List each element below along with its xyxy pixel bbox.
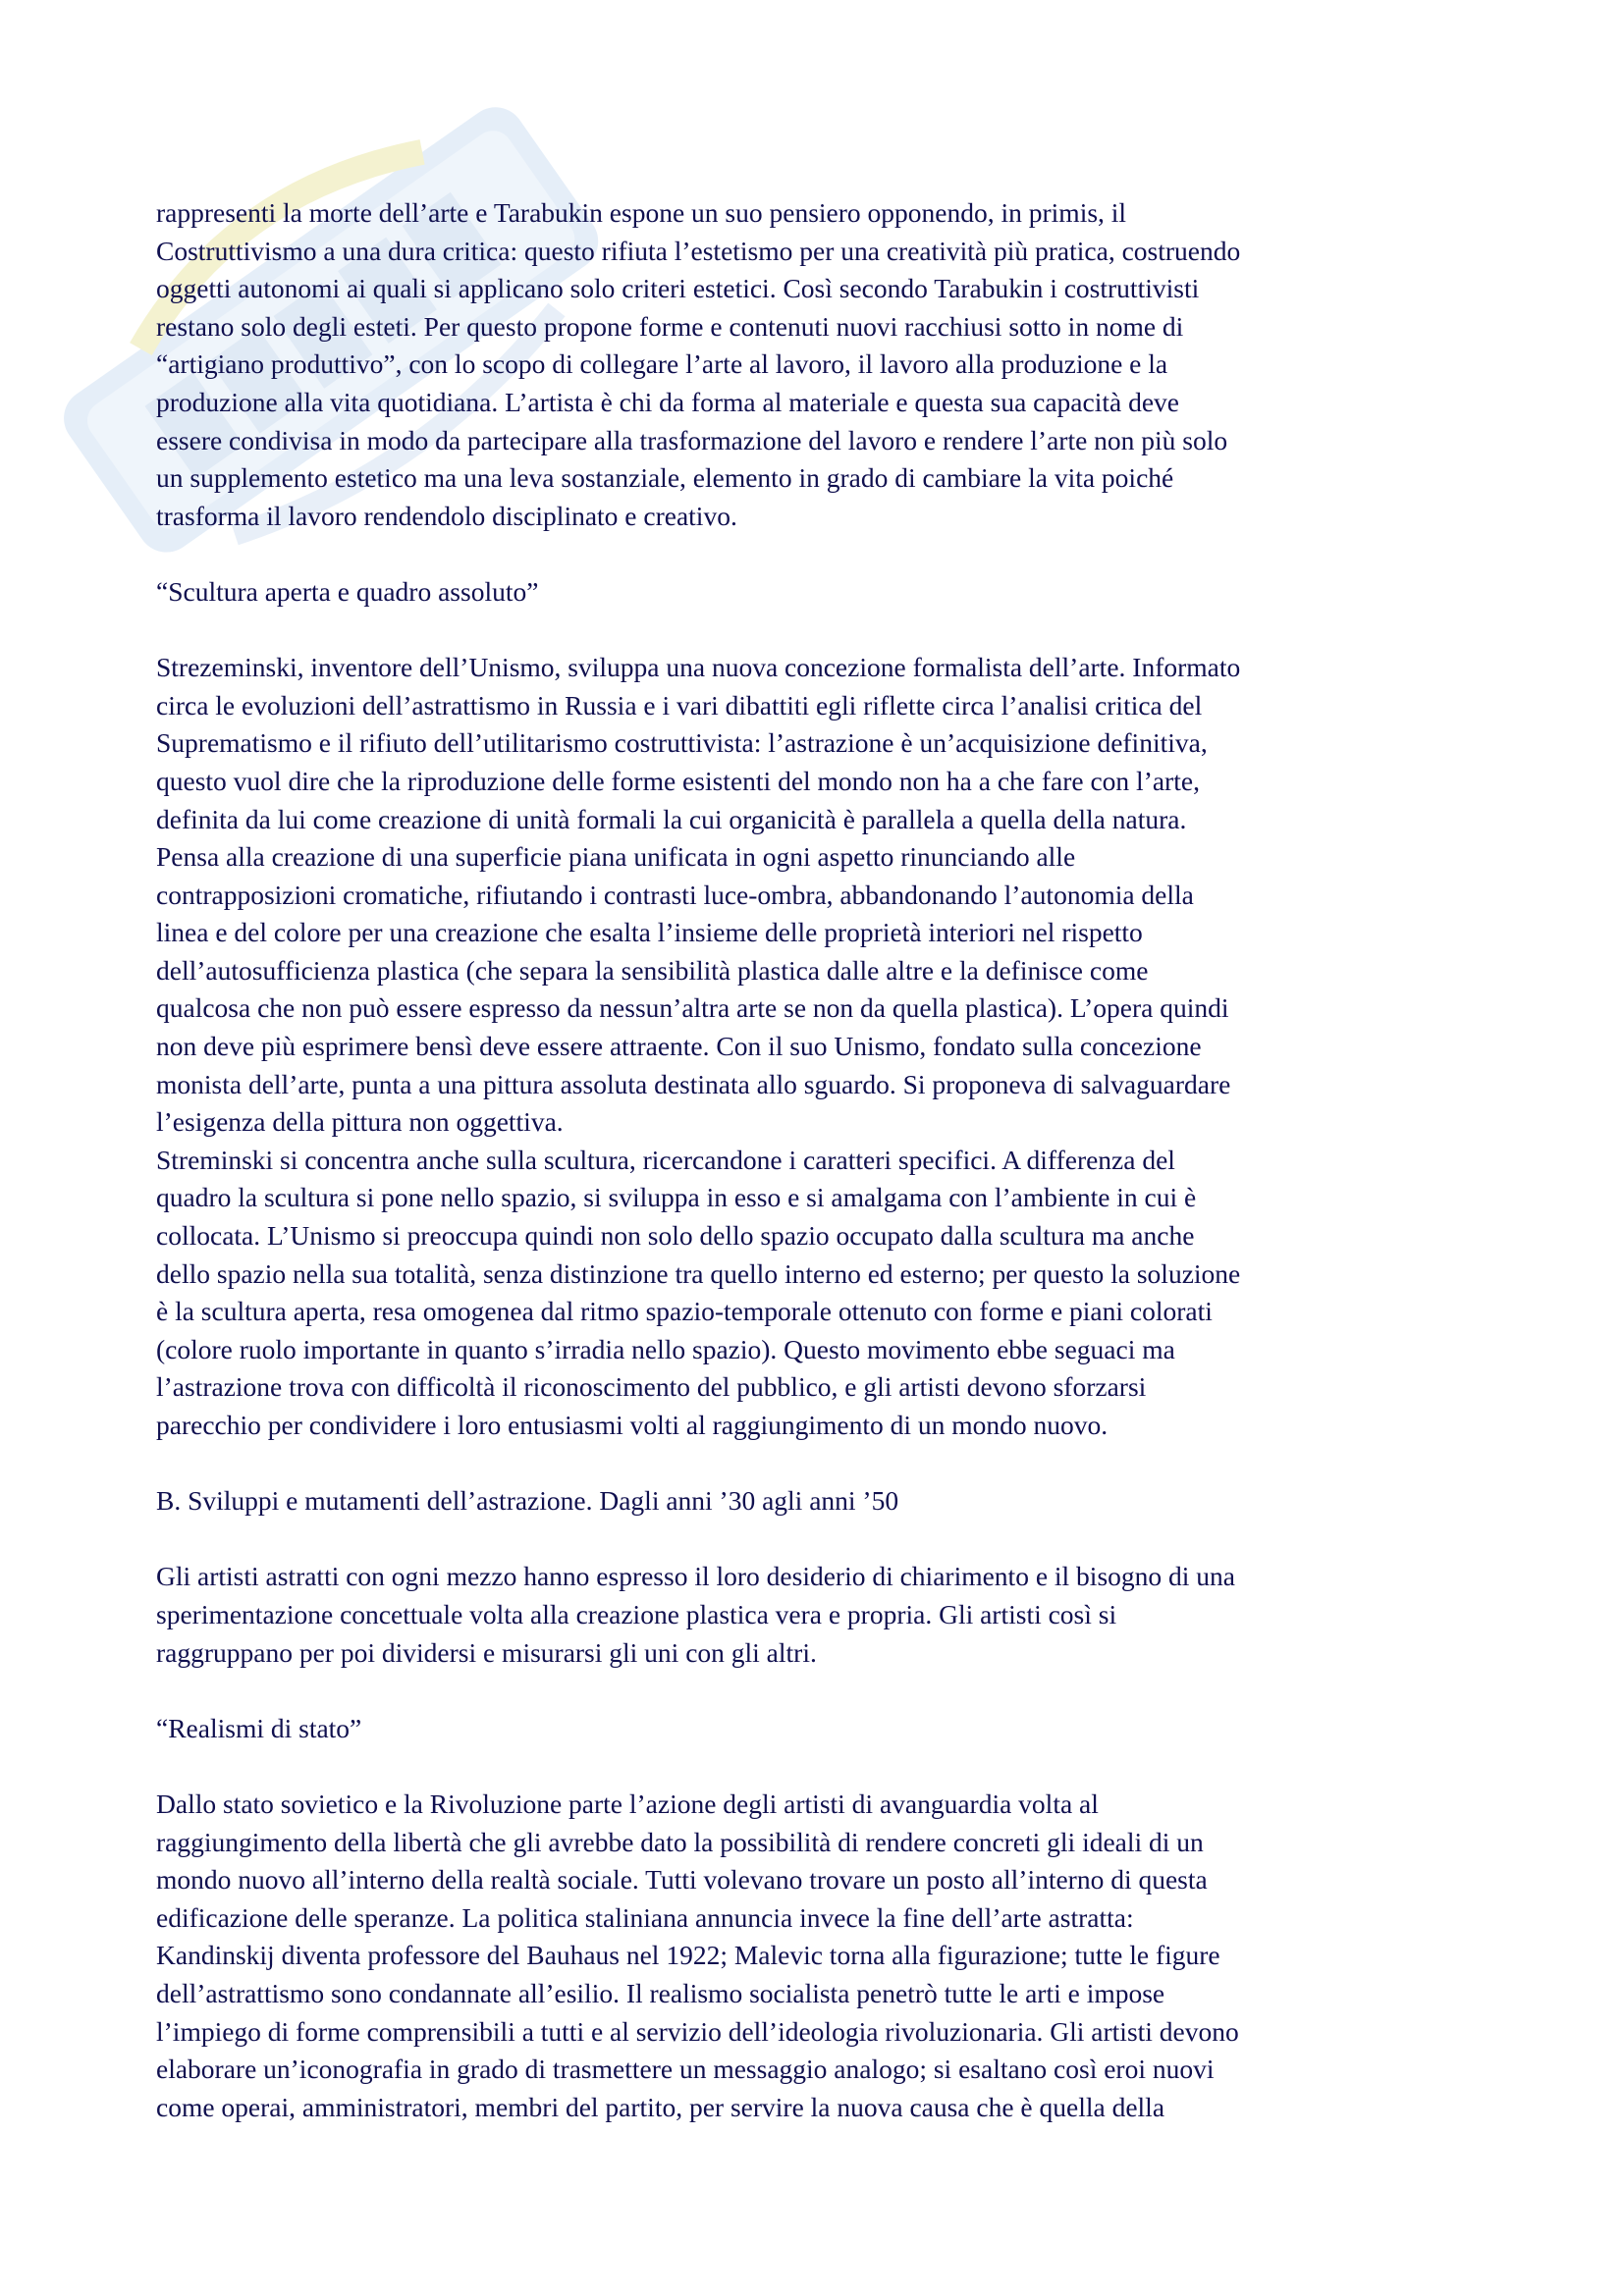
paragraph-artisti-astratti: Gli artisti astratti con ogni mezzo hanno espresso il loro desiderio di chiarimento e il bisogno di una sperimentazione concettuale volta alla creazione plastica vera e propria. Gli artisti così si raggruppano per poi dividersi e misurarsi gli uni con gli altri. [156, 1561, 1235, 1668]
paragraph-tarabukin: rappresenti la morte dell’arte e Tarabukin espone un suo pensiero opponendo, in primis, il Costruttivismo a una dura critica: questo rifiuta l’estetismo per una creatività più pratica, costruendo oggetti autonomi ai quali si applicano solo criteri estetici. Così secondo Tarabukin i costruttivisti restano solo degli esteti. Per questo propone forme e contenuti nuovi racchiusi sotto in nome di “artigiano produttivo”, con lo scopo di collegare l’arte al lavoro, il lavoro alla produzione e la produzione alla vita quotidiana. L’artista è chi da forma al materiale e questa sua capacità deve essere condivisa in modo da partecipare alla trasformazione del lavoro e rendere l’arte non più solo un supplemento estetico ma una leva sostanziale, elemento in grado di cambiare la vita poiché trasforma il lavoro rendendolo disciplinato e creativo. [156, 197, 1241, 531]
heading-sviluppi-astrazione: B. Sviluppi e mutamenti dell’astrazione. Dagli anni ’30 agli anni ’50 [156, 1485, 899, 1517]
heading-realismi-di-stato: “Realismi di stato” [156, 1712, 362, 1743]
document-body [156, 194, 1491, 2126]
paragraph-stato-sovietico: Dallo stato sovietico e la Rivoluzione parte l’azione degli artisti di avanguardia volta al raggiungimento della libertà che gli avrebbe dato la possibilità di rendere concreti gli ideali di un mondo nuovo all’interno della realtà sociale. Tutti volevano trovare un posto all’interno di questa edificazione delle speranze. La politica staliniana annuncia invece la fine dell’arte astratta: Kandinskij diventa professore del Bauhaus nel 1922; Malevic torna alla figurazione; tutte le figure dell’astrattismo sono condannate all’esilio. Il realismo socialista penetrò tutte le arti e impose l’impiego di forme comprensibili a tutti e al servizio dell’ideologia rivoluzionaria. Gli artisti devono elaborare un’iconografia in grado di trasmettere un messaggio analogo; si esaltano così eroi nuovi come operai, amministratori, membri del partito, per servire la nuova causa che è quella della [156, 1788, 1239, 2122]
paragraph-strezeminski: Strezeminski, inventore dell’Unismo, sviluppa una nuova concezione formalista dell’arte. Informato circa le evoluzioni dell’astrattismo in Russia e i vari dibattiti egli riflette circa l’analisi critica del Suprematismo e il rifiuto dell’utilitarismo costruttivista: l’astrazione è un’acquisizione definitiva, questo vuol dire che la riproduzione delle forme esistenti del mondo non ha a che fare con l’arte, definita da lui come creazione di unità formali la cui organicità è parallela a quella della natura. Pensa alla creazione di una superficie piana unificata in ogni aspetto rinunciando alle contrapposizioni cromatiche, rifiutando i contrasti luce-ombra, abbandonando l’autonomia della linea e del colore per una creazione che esalta l’insieme delle proprietà interiori nel rispetto dell’autosufficienza plastica (che separa la sensibilità plastica dalle altre e la definisce come qualcosa che non può essere espresso da nessun’altra arte se non da quella plastica). L’opera quindi non deve più esprimere bensì deve essere attraente. Con il suo Unismo, fondato sulla concezione monista dell’arte, punta a una pittura assoluta destinata allo sguardo. Si proponeva di salvaguardare l’esigenza della pittura non oggettiva. Streminski si concentra anche sulla scultura, ricercandone i caratteri specifici. A differenza del quadro la scultura si pone nello spazio, si sviluppa in esso e si amalgama con l’ambiente in cui è collocata. L’Unismo si preoccupa quindi non solo dello spazio occupato dalla scultura ma anche dello spazio nella sua totalità, senza distinzione tra quello interno ed esterno; per questo la soluzione è la scultura aperta, resa omogenea dal ritmo spazio-temporale ottenuto con forme e piani colorati (colore ruolo importante in quanto s’irradia nello spazio). Questo movimento ebbe seguaci ma l’astrazione trova con difficoltà il riconoscimento del pubblico, e gli artisti devono sforzarsi parecchio per condividere i loro entusiasmi volti al raggiungimento di un mondo nuovo. [156, 652, 1241, 1440]
heading-scultura-aperta: “Scultura aperta e quadro assoluto” [156, 575, 539, 607]
